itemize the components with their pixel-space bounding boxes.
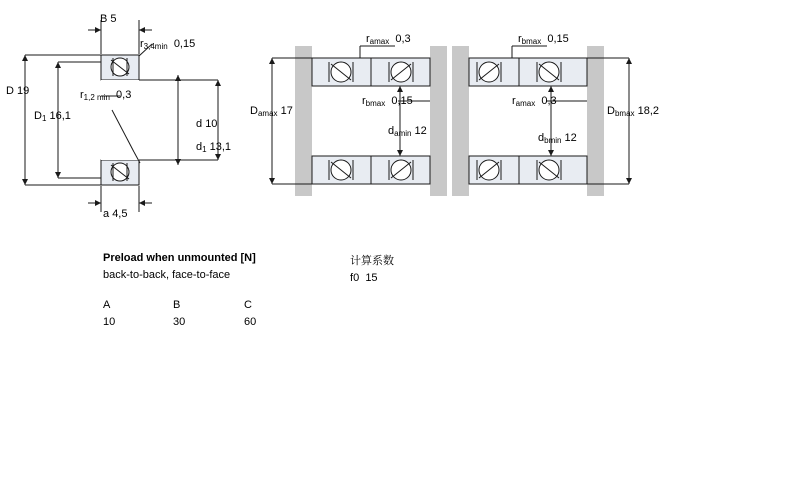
right-right-pair <box>469 58 587 184</box>
label-D1: $D_1$ 16,1 <box>34 110 71 123</box>
label-Dbmax: $D_{bmax}$ 18,2 <box>607 105 659 118</box>
preload-val-A: 10 <box>103 316 116 328</box>
label-rbmax-mid: $r_{bmax}$ 0,15 <box>362 95 413 108</box>
label-damin: $d_{amin}$ 12 <box>388 125 427 138</box>
preload-col-C: C <box>244 299 252 311</box>
right-left-pair <box>312 58 430 184</box>
preload-subtitle: back-to-back, face-to-face <box>103 269 231 281</box>
preload-val-B: 30 <box>173 316 186 328</box>
label-r12min: $r_{1,2 min}$ 0,3 <box>80 89 132 102</box>
left-bearing-top-ball <box>111 58 129 76</box>
label-D: D 19 <box>6 85 30 97</box>
preload-title: Preload when unmounted [N] <box>103 252 256 264</box>
label-r34min: $r_{3,4min}$ 0,15 <box>140 38 196 51</box>
label-Damax: $D_{amax}$ 17 <box>250 105 293 118</box>
label-ramax-mid: $r_{amax}$ 0,3 <box>512 95 557 108</box>
calc-title: 计算系数 <box>350 255 394 267</box>
preload-val-C: 60 <box>244 316 257 328</box>
label-dbmin: $d_{bmin}$ 12 <box>538 132 577 145</box>
label-ramax-top: $r_{amax}$ 0,3 <box>366 33 411 46</box>
calc-value: f0 15 <box>350 272 378 284</box>
label-d1: $d_1$ 13,1 <box>196 141 232 154</box>
left-bearing-bottom-ball <box>111 163 129 181</box>
label-rbmax-top: $r_{bmax}$ 0,15 <box>518 33 569 46</box>
label-B: B 5 <box>100 13 117 25</box>
label-a: a 4,5 <box>103 208 128 220</box>
label-d: d 10 <box>196 118 218 130</box>
preload-col-A: A <box>103 299 111 311</box>
preload-col-B: B <box>173 299 181 311</box>
